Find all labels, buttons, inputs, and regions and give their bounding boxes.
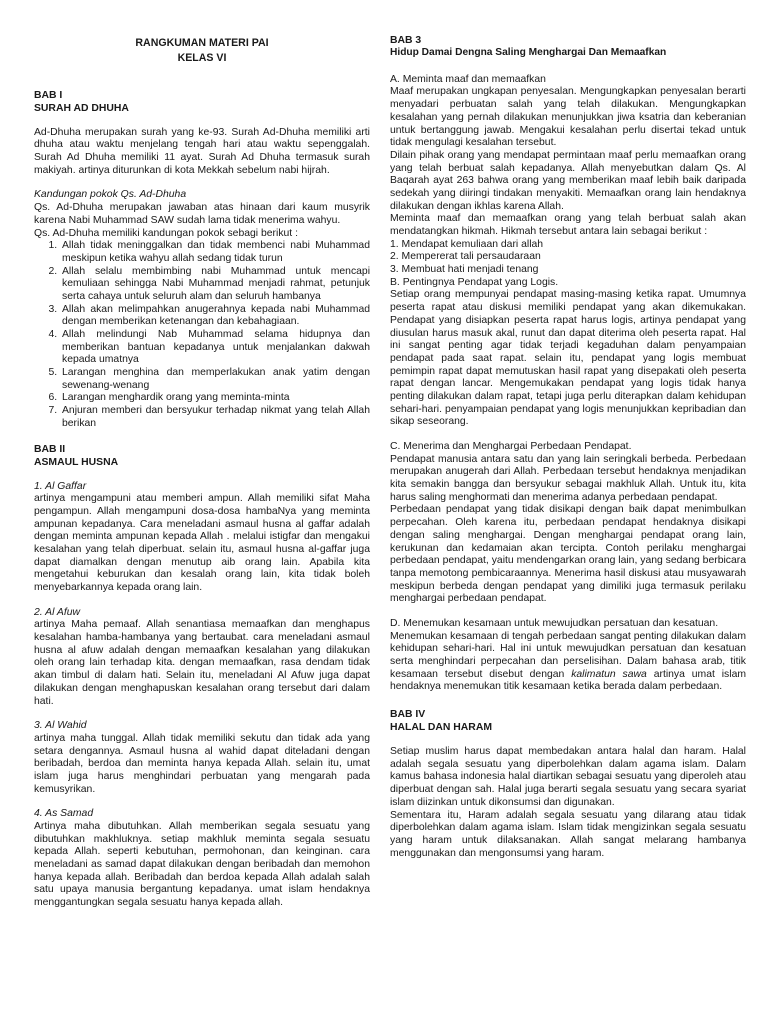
- bab3-c-title: C. Menerima dan Menghargai Perbedaan Pendapat.: [390, 441, 632, 452]
- bab3-d-italic-term: kalimatun sawa: [571, 668, 647, 680]
- bab4-name: HALAL DAN HARAM: [390, 722, 492, 734]
- bab1-label: BAB I: [34, 89, 63, 101]
- title-line-2: KELAS VI: [177, 52, 227, 65]
- bab2-item-text: Artinya maha dibutuhkan. Allah memberikan segala sesuatu yang dibutuhkan makhluknya. setiap makhluk meminta segala sesuatu kepada Allah. seperti kebutuhan, permohonan, dan keinginan. cara meneladani as samad dapat dilakukan dengan beribadah dan memohon hanya kepada allah. Beribadah dan berdoa kepada Allah adalah salah satu upaya manusia bergantung kepadanya. umat islam hendaknya menggantungkan segala sesuatu hanya kepada allah.: [34, 821, 370, 909]
- bab2-item-text: artinya maha tunggal. Allah tidak memiliki sekutu dan tidak ada yang setara dengannya. Asmaul husna al wahid dapat diteladani dengan beribadah, berdoa dan meminta hanya kepada Allah. selain itu, umat islam juga harus menghindari perbuatan yang mengarah pada kemusyrikan.: [34, 732, 370, 795]
- bab2-item-title: 2. Al Afuw: [34, 606, 81, 618]
- list-item: 6. Larangan menghardik orang yang meminta-minta: [60, 392, 370, 405]
- bab3-c-p1: Pendapat manusia antara satu dan yang lain seringkali berbeda. Perbedaan merupakan anugerah dari Allah. Perbedaan tersebut hendaknya menjadikan kita semakin bangga dan bersyukur sebagai makhluk Allah. Untuk itu, kita harus saling menghormati dan menerima adanya perbedaan pendapat.: [390, 453, 746, 503]
- bab4-label: BAB IV: [390, 709, 426, 721]
- bab1-kandungan-title: Kandungan pokok Qs. Ad-Dhuha: [34, 189, 187, 201]
- right-column: [390, 28, 746, 1024]
- list-item: 3. Allah akan melimpahkan anugerahnya kepada nabi Muhammad dengan memberikan ketenangan dan kebahagiaan.: [60, 304, 370, 329]
- bab4-p2: Sementara itu, Haram adalah segala sesuatu yang dilarang atau tidak diperbolehkan dalam agama islam. Islam tidak mengizinkan segala sesuatu yang haram untuk dilaksanakan. Allah sangat melarang hambanya menggunakan dan mengonsumsi yang haram.: [390, 809, 746, 859]
- bab3-a-title: A. Meminta maaf dan memaafkan: [390, 73, 546, 85]
- bab2-item-text: artinya Maha pemaaf. Allah senantiasa memaafkan dan menghapus kesalahan hamba-hambanya yang bertaubat. cara meneladani asmaul husna al afuw adalah dengan memaafkan kesalahan yang dilakukan oleh orang lain terhadap kita. dengan memaafkan, rasa dendam tidak akan timbul di dalam hati. Selain itu, meneladani Al Afuw juga dapat dilakukan dengan menghapuskan kesalahan orang tersebut dari dalam hati.: [34, 619, 370, 707]
- bab2-item-title: 4. As Samad: [34, 808, 94, 820]
- bab1-heading: [34, 89, 370, 115]
- bab2-item-text: artinya mengampuni atau memberi ampun. Allah memiliki sifat Maha pengampun. Allah mengampuni dosa-dosa hambaNya yang meminta ampunan kepadanya. Cara meneladani asmaul husna al gaffar adalah dengan meminta ampunan kepada Allah . melalui istigfar dan mengakui kesalahan yang telah diperbuat. selain itu, asmaul husna al-gaffar juga dapat diamalkan dengan menutup aib orang lain. Apabila kita mengetahui keburukan dan kesalah orang lain, kita tidak boleh menyebarkannya kepada orang lain.: [34, 493, 370, 594]
- bab3-a-p3: Meminta maaf dan memaafkan orang yang telah berbuat salah akan mendatangkan hikmah. Hikmah tersebut antara lain sebagai berikut :: [390, 213, 746, 237]
- list-item: 1. Allah tidak meninggalkan dan tidak membenci nabi Muhammad meskipun ketika wahyu allah sedang tidak turun: [60, 240, 370, 265]
- bab2-item-title: 1. Al Gaffar: [34, 480, 87, 492]
- list-item: 2. Allah selalu membimbing nabi Muhammad untuk mencapi kemuliaan sehingga Nabi Muhammad menjadi rahmat, petunjuk serta cahaya untuk seluruh alam dan seluruh hambanya: [60, 266, 370, 304]
- bab2-label: BAB II: [34, 443, 66, 455]
- bab3-label: BAB 3: [390, 35, 422, 46]
- bab1-kandungan-p1: Qs. Ad-Dhuha merupakan jawaban atas hinaan dari kaum musyrik karena Nabi Muhammad SAW sudah lama tidak menerima wahyu.: [34, 202, 370, 226]
- list-item: 4. Allah melindungi Nab Muhammad selama hidupnya dan memberikan bantuan kepadanya untuk menjalankan dakwah kepada umatnya: [60, 329, 370, 367]
- bab2-heading: [34, 443, 370, 469]
- list-item: 5. Larangan menghina dan memperlakukan anak yatim dengan sewenang-wenang: [60, 367, 370, 392]
- list-item: 2. Mempererat tali persaudaraan: [390, 251, 541, 263]
- bab3-d-p1-end: artinya umat islam hendaknya menemukan titik kesamaan ketika berada dalam perbedaan.: [390, 668, 746, 693]
- bab1-intro: Ad-Dhuha merupakan surah yang ke-93. Surah Ad-Dhuha memiliki arti dhuha atau waktu menjelang tengah hari atau waktu sepenggalah. Surah Ad Dhuha memiliki 11 ayat. Surah Ad Dhuha termasuk surah makiyah. artinya diturunkan di kota Mekkah sebelum nabi hijrah.: [34, 126, 370, 176]
- bab3-b-p1: Setiap orang mempunyai pendapat masing-masing ketika rapat. Umumnya peserta rapat atau diskusi memiliki pendapat yang akan dikemukakan. Pendapat yang disiapkan peserta rapat harus logis, artinya pendapat yang diusulan harus masuk akal, runut dan dapat diterima oleh peserta rapat. Hal ini sangat penting agar tidak terjadi kegaduhan dalam penyampaian pendapat pada saat rapat. selain itu, pendapat yang logis membuat pemimpin rapat dapat memutuskan hasil rapat yang disepakati oleh peserta rapat dengan lancar. Mengemukakan pendapat yang logis tidak hanya penting dilakukan dalam rapat, tetapi juga perlu diterapkan dalam kehidupan sehari-hari. penyampaian pendapat yang logis menunjukkan kepribadian dan sikap seseorang.: [390, 289, 746, 428]
- document-title: [34, 36, 370, 67]
- bab3-a-p2: Dilain pihak orang yang mendapat permintaan maaf perlu memaafkan orang yang telah berbuat salah kepadanya. Allah menyebutkan dalam Qs. Al Baqarah ayat 263 bahwa orang yang memberikan maaf lebih baik daripada sedekah yang diiringi tindakan menyakiti. Memaafkan orang lain hendaknya dilakukan dengan ikhlas karena Allah.: [390, 149, 746, 212]
- bab1-name: SURAH AD DHUHA: [34, 102, 129, 114]
- title-line-1: RANGKUMAN MATERI PAI: [135, 37, 269, 49]
- bab3-d-title: D. Menemukan kesamaan untuk mewujudkan persatuan dan kesatuan.: [390, 617, 719, 629]
- bab3-heading: [390, 34, 746, 60]
- bab4-p1: Setiap muslim harus dapat membedakan antara halal dan haram. Halal adalah segala sesuatu yang diperbolehkan dalam agama islam. Dalam kamus bahasa indonesia halal diartikan sebagai sesuatu yang diperoleh atau diperbuat dengan sah. Halal juga berarti segala sesuatu yang secara syariat islam diizinkan untuk dikonsumsi dan digunakan.: [390, 746, 746, 808]
- list-item: 1. Mendapat kemuliaan dari allah: [390, 238, 544, 250]
- left-column: [34, 28, 370, 1024]
- bab3-name: Hidup Damai Dengna Saling Menghargai Dan Memaafkan: [390, 47, 667, 58]
- list-item: 7. Anjuran memberi dan bersyukur terhadap nikmat yang telah Allah berikan: [60, 405, 370, 430]
- bab2-name: ASMAUL HUSNA: [34, 456, 119, 468]
- bab3-a-points: [390, 239, 746, 277]
- bab4-heading: [390, 708, 746, 734]
- bab1-points-list: [34, 240, 370, 430]
- bab3-d-p1: Menemukan kesamaan di tengah perbedaan sangat penting dilakukan dalam kehidupan sehari-hari. Hal ini untuk mewujudkan persatuan dan kesatuan serta menghindari perpecahan dan perselisihan. Dalam bahasa arab, titik kesamaan tersebut disebut dengan: [390, 630, 746, 680]
- bab3-d-paragraph: [390, 631, 746, 694]
- bab3-c-p2: Perbedaan pendapat yang tidak disikapi dengan baik dapat menimbulkan perpecahan. Oleh karena itu, perbedaan pendapat hendaknya disikapi dengan saling menghargai. Dengan menghargai pendapat orang lain, kerukunan dan kedamaian akan tercipta. Contoh perilaku menghargai perbedaan pendapat, yaitu mendengarkan orang lain, yang sedang berbicara tanpa memotong pembicaraannya. Menerima hasil diskusi atau musyawarah meskipun berbeda dengan pendapat yang dimiliki juga termasuk perilaku menghargai perbedaan pendapat.: [390, 504, 746, 605]
- list-item: 3. Membuat hati menjadi tenang: [390, 264, 539, 276]
- bab1-kandungan-p2: Qs. Ad-Dhuha memiliki kandungan pokok sebagi berikut :: [34, 227, 298, 239]
- bab3-a-p1: Maaf merupakan ungkapan penyesalan. Mengungkapkan penyesalan berarti menyadari perbuatan salah yang telah dilakukan. Mengungkapkan kesalahan yang pernah dilakukan menunjukkan jiwa ksatria dan keberanian untuk bertanggung jawab. Mengakui kesalahan perlu disertai tekad untuk tidak mengulagi kesalahan tersebut.: [390, 86, 746, 149]
- bab2-item-title: 3. Al Wahid: [34, 720, 87, 732]
- bab3-b-title: B. Pentingnya Pendapat yang Logis.: [390, 276, 559, 288]
